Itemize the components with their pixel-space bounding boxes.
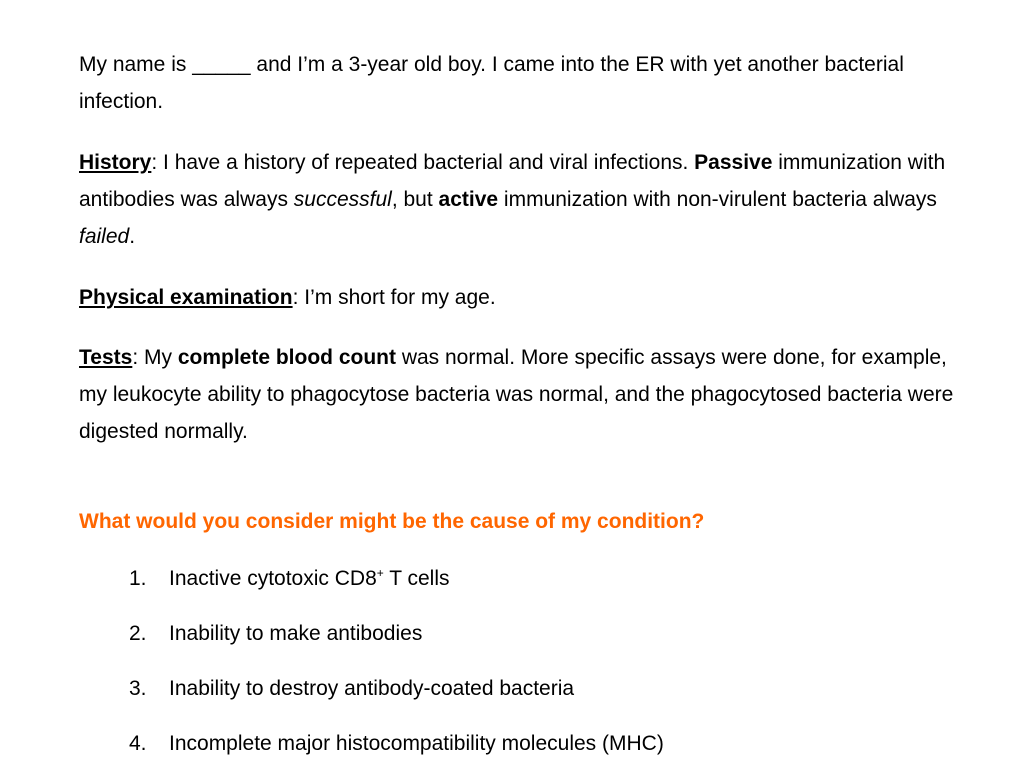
history-text-2: immunization with antibodies was always (79, 151, 946, 211)
intro-text: My name is _____ and I’m a 3-year old boy. I came into the ER with yet another bacterial infection. (79, 53, 904, 113)
tests-cbc: complete blood count (177, 346, 396, 369)
history-text-3: , but (391, 188, 439, 211)
option-text: Incomplete major histocompatibility molecules (MHC) (169, 732, 664, 755)
question-text: What would you consider might be the cause of my condition? (79, 510, 705, 533)
history-successful: successful (293, 188, 392, 211)
physical-paragraph (79, 279, 969, 316)
option-text: Inability to make antibodies (169, 622, 423, 645)
answer-option-4[interactable] (129, 727, 664, 782)
physical-text: : I’m short for my age. (292, 286, 496, 309)
history-failed: failed (79, 225, 130, 248)
tests-text-2: was normal. More specific assays were done, for example, my leukocyte ability to phagocytose bacteria was normal, and the phagocytosed bacteria were digested normally. (79, 346, 954, 443)
option-number: 4. (129, 732, 147, 755)
history-paragraph (79, 144, 969, 255)
history-text-1: I have a history of repeated bacterial and viral infections. (163, 151, 695, 174)
intro-paragraph (79, 46, 969, 120)
tests-heading: Tests (79, 346, 133, 369)
option-number: 1. (129, 567, 147, 590)
answer-option-1[interactable] (129, 562, 664, 617)
option-text-main: Inactive cytotoxic CD8 (169, 567, 377, 590)
history-text-5: . (129, 225, 136, 248)
history-text-4: immunization with non-virulent bacteria always (498, 188, 937, 211)
option-number: 2. (129, 622, 147, 645)
option-text (169, 562, 450, 596)
tests-text-1: : My (132, 346, 178, 369)
history-passive: Passive (694, 151, 773, 174)
tests-paragraph (79, 339, 969, 450)
answer-option-3[interactable] (129, 672, 664, 727)
option-text: Inability to destroy antibody-coated bacteria (169, 677, 575, 700)
answer-option-2[interactable] (129, 617, 664, 672)
history-heading: History (79, 151, 152, 174)
history-active: active (438, 188, 499, 211)
answer-options-list (129, 562, 664, 782)
option-superscript: + (376, 566, 384, 580)
history-sep: : (151, 151, 164, 174)
option-number: 3. (129, 677, 147, 700)
option-text-after: T cells (383, 567, 450, 590)
physical-heading: Physical examination (79, 286, 293, 309)
